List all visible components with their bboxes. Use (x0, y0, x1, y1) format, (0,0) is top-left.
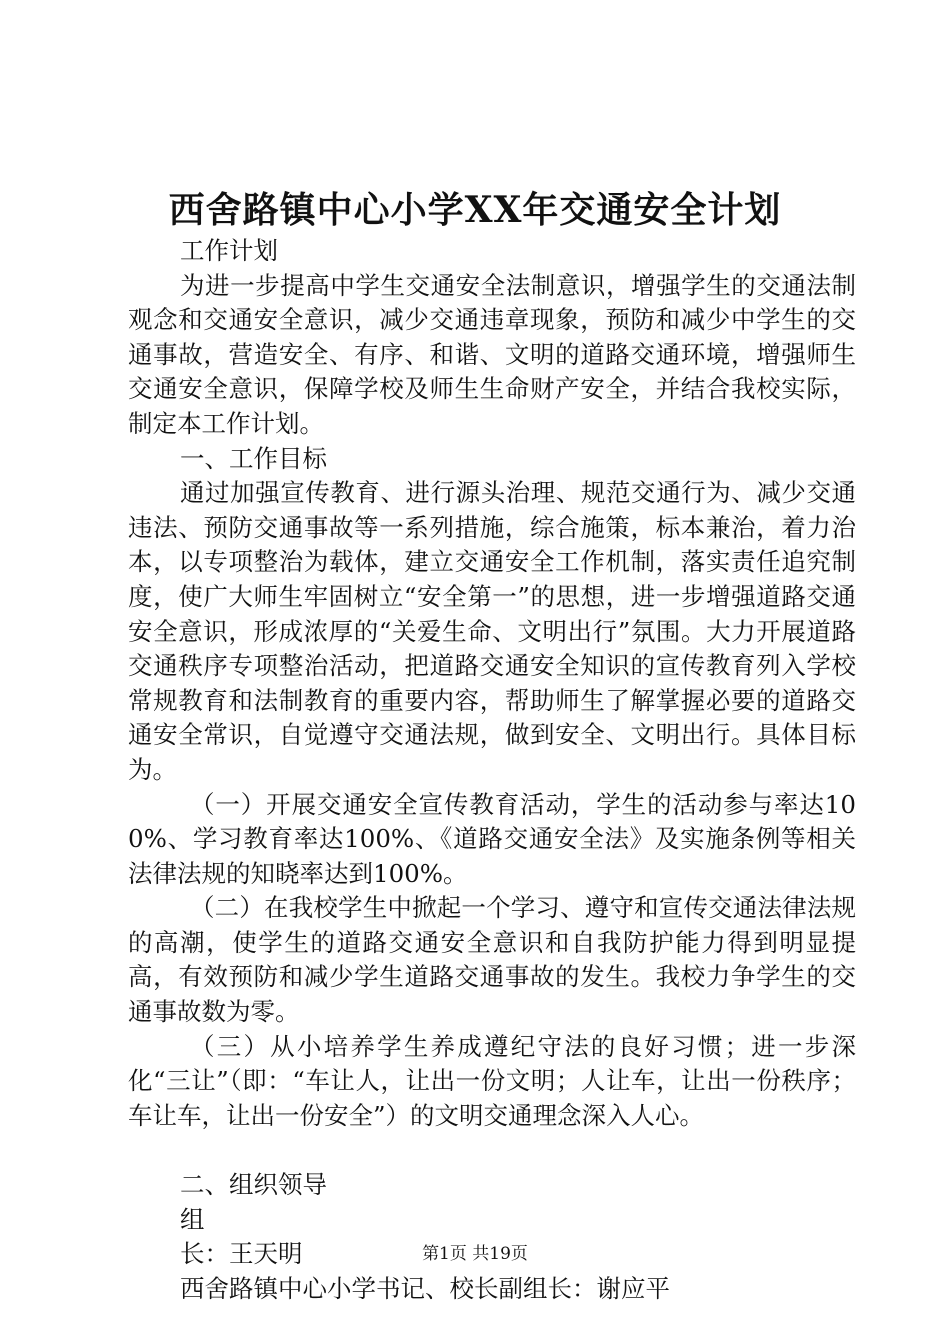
section-heading-organization: 二、组织领导 (180, 1170, 327, 1200)
section-heading-goals: 一、工作目标 (180, 443, 327, 473)
document-body (128, 234, 856, 1306)
paragraph-group-leader: 长：王天明 (180, 1239, 303, 1269)
document-title: 西舍路镇中心小学XX年交通安全计划 (168, 189, 782, 231)
paragraph-deputy-leader: 西舍路镇中心小学书记、校长副组长：谢应平 (180, 1273, 670, 1303)
paragraph-goal-2: （二）在我校学生中掀起一个学习、遵守和宣传交通法律法规的高潮，使学生的道路交通安全意识和自我防护能力得到明显提高，有效预防和减少学生道路交通事故的发生。我校力争学生的交通事故数为零。 (128, 893, 856, 1027)
paragraph-work-plan-label: 工作计划 (180, 236, 278, 265)
paragraph-goals: 通过加强宣传教育、进行源头治理、规范交通行为、减少交通违法、预防交通事故等一系列措施，综合施策，标本兼治，着力治本，以专项整治为载体，建立交通安全工作机制，落实责任追究制度，使广大师生牢固树立“安全第一”的思想，进一步增强道路交通安全意识，形成浓厚的“关爱生命、文明出行”氛围。大力开展道路交通秩序专项整治活动，把道路交通安全知识的宣传教育列入学校常规教育和法制教育的重要内容，帮助师生了解掌握必要的道路交通安全常识，自觉遵守交通法规，做到安全、文明出行。具体目标为。 (128, 478, 856, 784)
paragraph-goal-3: （三）从小培养学生养成遵纪守法的良好习惯；进一步深化“三让”（即：“车让人，让出一份文明；人让车，让出一份秩序；车让车，让出一份安全”）的文明交通理念深入人心。 (128, 1031, 856, 1130)
paragraph-intro: 为进一步提高中学生交通安全法制意识，增强学生的交通法制观念和交通安全意识，减少交通违章现象，预防和减少中学生的交通事故，营造安全、有序、和谐、文明的道路交通环境，增强师生交通安全意识，保障学校及师生生命财产安全，并结合我校实际，制定本工作计划。 (128, 270, 856, 438)
blank-line (128, 1133, 856, 1168)
page-number-footer: 第1页 共19页 (422, 1244, 528, 1264)
paragraph-goal-1: （一）开展交通安全宣传教育活动，学生的活动参与率达100%、学习教育率达100%、《道路交通安全法》及实施条例等相关法律法规的知晓率达到100%。 (128, 789, 856, 888)
paragraph-group-label: 组 (180, 1204, 205, 1234)
